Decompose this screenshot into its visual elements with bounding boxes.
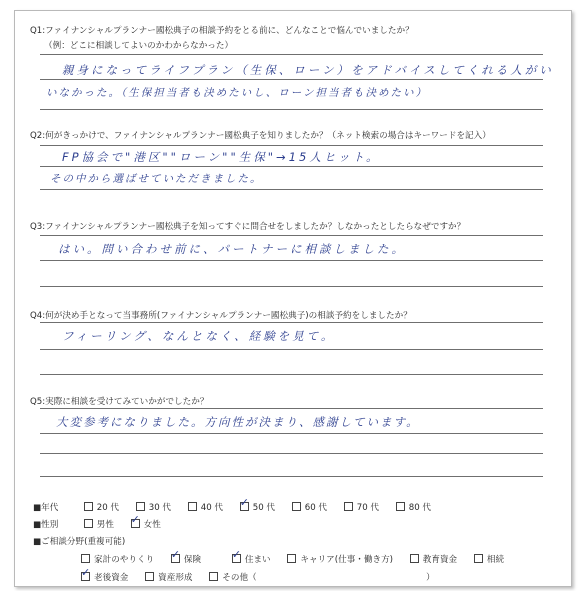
q4-question: Q4:何が決め手となって当事務所(ファイナンシャルプランナー國松典子)の相談予約をしましたか？ [30,311,412,321]
gender-label: ■性別 [33,520,59,530]
q3-answer-line-1: はい。問い合わせ前に、パートナーに相談しました。 [58,242,406,256]
q2-answer-line-1: FP協会で"港区""ローン""生保"→15人ヒット。 [62,150,381,164]
field-household-label: 家計のやりくり [94,555,155,565]
rule-line [40,260,543,261]
age-20-label: 20 代 [96,503,119,513]
field-other-label: その他（ [222,573,257,583]
rule-line [40,322,543,323]
q1-question: Q1:ファイナンシャルプランナー國松典子の相談予約をとる前に、どんなことで悩んでいましたか？ [30,26,414,36]
age-70-label: 70 代 [356,503,379,513]
field-education-label: 教育資金 [422,555,458,565]
field-housing-checkbox[interactable] [232,554,241,563]
age-30-label: 30 代 [148,503,171,513]
q2-answer-area [40,145,543,195]
field-housing-label: 住まい [244,555,271,565]
field-other-checkbox[interactable] [209,572,218,581]
age-label: ■年代 [33,503,59,513]
field-other-close: ） [426,573,435,583]
field-retirement-label: 老後資金 [94,573,129,583]
rule-line [40,408,543,409]
rule-line [40,166,543,167]
gender-female-label: 女性 [143,520,161,530]
field-education-checkbox[interactable] [410,554,419,563]
fields-row-1 [81,553,504,565]
rule-line [40,476,543,477]
q1-example: （例：どこに相談してよいのかわからなかった） [44,41,234,51]
field-household-checkbox[interactable] [81,554,90,563]
age-80-label: 80 代 [408,503,431,513]
age-50-label: 50 代 [252,503,275,513]
q5-answer-line-1: 大変参考になりました。方向性が決まり、感謝しています。 [56,415,420,429]
gender-male-checkbox[interactable] [84,519,93,528]
gender-female-checkbox[interactable] [131,519,140,528]
age-60-label: 60 代 [304,503,327,513]
field-inheritance-checkbox[interactable] [474,554,483,563]
age-20-checkbox[interactable] [84,502,93,511]
field-career-checkbox[interactable] [287,554,296,563]
age-40-checkbox[interactable] [188,502,197,511]
q2-answer-line-2: その中から選ばせていただきました。 [50,173,263,185]
rule-line [40,349,543,350]
age-80-checkbox[interactable] [396,502,405,511]
rule-line [40,374,543,375]
rule-line [40,79,543,80]
field-insurance-label: 保険 [183,555,202,565]
rule-line [40,286,543,287]
age-30-checkbox[interactable] [136,502,145,511]
q1-answer-area [40,54,554,114]
q3-question: Q3:ファイナンシャルプランナー國松典子を知ってすぐに問合せをしましたか？しなかったとしたらなぜですか？ [30,222,466,232]
rule-line [40,54,543,55]
rule-line [40,189,543,190]
age-40-label: 40 代 [200,503,223,513]
age-60-checkbox[interactable] [292,502,301,511]
field-insurance-checkbox[interactable] [171,554,180,563]
q5-answer-area [40,408,543,478]
gender-male-label: 男性 [96,520,114,530]
q1-answer-line-2: いなかった。（生保担当者も決めたいし、ローン担当者も決めたい） [46,87,429,99]
q3-answer-area [40,235,543,290]
rule-line [40,109,543,110]
field-assets-checkbox[interactable] [145,572,154,581]
age-row [33,501,445,513]
q4-answer-line-1: フィーリング、なんとなく、経験を見て。 [62,329,336,343]
q1-answer-line-1: 親身になってライフプラン（生保、ローン）をアドバイスしてくれる人がい [62,63,554,77]
rule-line [40,433,543,434]
q4-answer-area [40,322,543,377]
rule-line [40,145,543,146]
rule-line [40,453,543,454]
field-career-label: キャリア(仕事・働き方) [300,555,394,565]
rule-line [40,235,543,236]
field-retirement-checkbox[interactable] [81,572,90,581]
fields-header: ■ご相談分野(重複可能) [33,537,126,547]
field-assets-label: 資産形成 [158,573,193,583]
q5-question: Q5:実際に相談を受けてみていかがでしたか？ [30,397,209,407]
fields-row-2 [81,571,435,583]
age-70-checkbox[interactable] [344,502,353,511]
age-50-checkbox[interactable] [240,502,249,511]
field-inheritance-label: 相続 [486,555,505,565]
q2-question: Q2:何がきっかけで、ファイナンシャルプランナー國松典子を知りましたか？（ネット検索の場合はキーワードを記入） [30,131,491,141]
gender-row [33,518,175,530]
